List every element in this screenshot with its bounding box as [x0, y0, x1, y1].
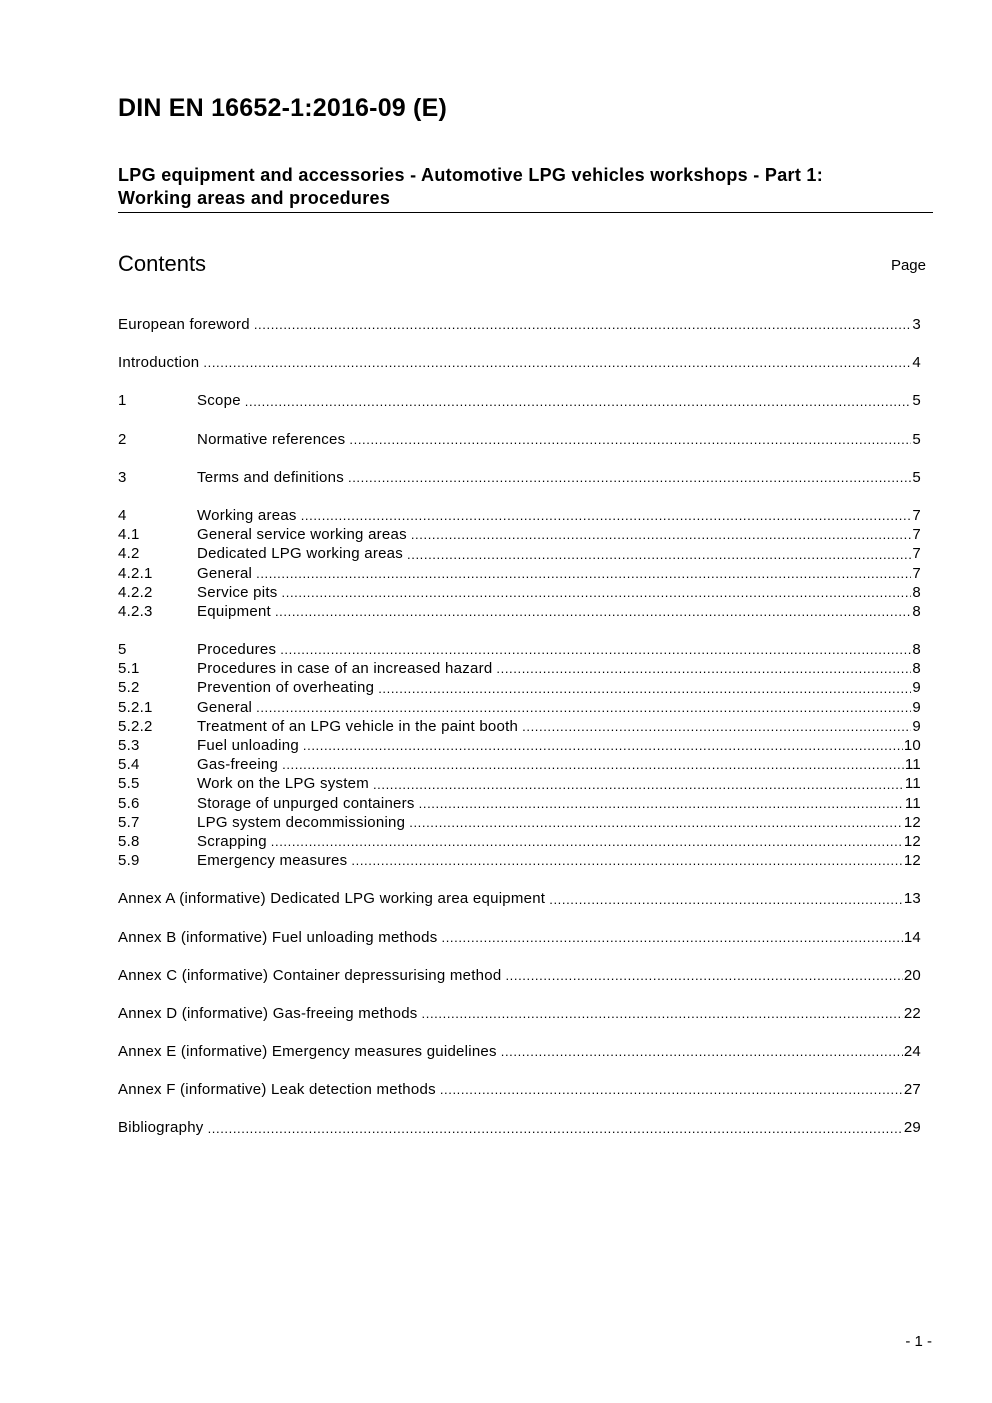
toc-entry[interactable] [118, 717, 921, 736]
toc-dot-leader [409, 813, 903, 832]
toc-entry-number: 5.2 [118, 679, 140, 697]
toc-entry-number: 5.4 [118, 756, 140, 774]
toc-entry-number: 5.3 [118, 737, 140, 754]
page-number: - 1 - [905, 1333, 932, 1350]
toc-entry-page: 5 [912, 468, 921, 486]
toc-entry-page: 11 [904, 794, 921, 812]
document-id: DIN EN 16652-1:2016-09 (E) [118, 94, 447, 122]
toc-entry-number: 4 [118, 506, 127, 524]
toc-entry-title: Dedicated LPG working areas [197, 545, 404, 563]
toc-entry-page: 24 [903, 1043, 921, 1061]
toc-entry-title: Introduction [118, 354, 200, 372]
toc-entry-number: 4.2.2 [118, 583, 153, 601]
toc-entry[interactable] [118, 583, 921, 602]
toc-entry-title: LPG system decommissioning [197, 813, 406, 831]
toc-entry-title: Bibliography [118, 1119, 204, 1137]
toc-entry[interactable] [118, 1042, 921, 1061]
toc-dot-leader [256, 564, 911, 583]
toc-entry[interactable] [118, 430, 921, 449]
toc-entry-number: 5.1 [118, 660, 140, 678]
toc-entry-page: 5 [912, 430, 921, 448]
toc-entry[interactable] [118, 1080, 921, 1099]
toc-entry[interactable] [118, 315, 921, 334]
toc-entry-page: 12 [903, 852, 921, 870]
toc-entry[interactable] [118, 851, 921, 870]
toc-entry-page: 4 [912, 354, 921, 372]
toc-entry-title: General [197, 564, 253, 582]
toc-entry-number: 3 [118, 468, 127, 486]
toc-entry[interactable] [118, 640, 921, 659]
toc-entry-page: 13 [903, 890, 921, 908]
toc-entry-page: 22 [903, 1004, 921, 1022]
toc-dot-leader [254, 315, 912, 334]
toc-entry-number: 5.8 [118, 832, 140, 850]
toc-entry[interactable] [118, 813, 921, 832]
toc-entry-title: Annex B (informative) Fuel unloading methods [118, 928, 438, 946]
toc-entry-title: Annex E (informative) Emergency measures guidelines [118, 1043, 497, 1061]
toc-entry-title: Gas-freeing [197, 756, 279, 774]
document-title-line-1: LPG equipment and accessories - Automotive LPG vehicles workshops - Part 1: [118, 165, 824, 185]
toc-dot-leader [422, 1004, 903, 1023]
toc-entry-title: Annex C (informative) Container depressurising method [118, 966, 502, 984]
toc-entry-title: Fuel unloading [197, 737, 299, 754]
toc-dot-leader [280, 640, 911, 659]
toc-dot-leader [303, 736, 903, 755]
toc-entry[interactable] [118, 353, 921, 372]
toc-entry-page: 5 [912, 392, 921, 410]
toc-dot-leader [351, 851, 902, 870]
toc-entry-page: 7 [912, 526, 921, 544]
toc-entry[interactable] [118, 966, 921, 985]
toc-dot-leader [301, 506, 912, 525]
toc-entry-title: Annex F (informative) Leak detection methods [118, 1081, 436, 1099]
toc-entry-number: 4.1 [118, 526, 140, 544]
toc-dot-leader [348, 468, 911, 487]
toc-dot-leader [496, 659, 911, 678]
toc-entry-page: 8 [912, 583, 921, 601]
toc-entry-title: European foreword [118, 316, 250, 333]
toc-entry-page: 11 [904, 775, 921, 793]
document-title-line-2: Working areas and procedures [118, 188, 391, 208]
toc-entry-title: Annex D (informative) Gas-freeing methods [118, 1004, 418, 1022]
toc-entry[interactable] [118, 755, 921, 774]
toc-entry-page: 8 [912, 602, 921, 620]
toc-entry[interactable] [118, 832, 921, 851]
toc-entry-title: Equipment [197, 602, 271, 620]
toc-entry-number: 5 [118, 641, 127, 659]
toc-entry[interactable] [118, 564, 921, 583]
toc-entry[interactable] [118, 678, 921, 697]
toc-entry-page: 11 [904, 756, 921, 774]
toc-entry-number: 5.2.2 [118, 717, 153, 735]
page-column-label: Page [890, 257, 926, 274]
toc-dot-leader [505, 966, 902, 985]
toc-entry[interactable] [118, 525, 921, 544]
toc-entry[interactable] [118, 659, 921, 678]
toc-entry[interactable] [118, 1118, 921, 1137]
toc-entry-title: Procedures [197, 641, 277, 659]
toc-dot-leader [407, 544, 911, 563]
toc-entry-title: Terms and definitions [197, 468, 344, 486]
toc-dot-leader [442, 928, 903, 947]
toc-entry-title: Service pits [197, 583, 278, 601]
toc-entry[interactable] [118, 1004, 921, 1023]
toc-entry-page: 8 [912, 641, 921, 659]
toc-entry-page: 9 [912, 698, 921, 716]
toc-entry-page: 20 [903, 966, 921, 984]
toc-entry[interactable] [118, 889, 921, 908]
toc-entry-title: Work on the LPG system [197, 775, 369, 793]
toc-entry-title: Normative references [197, 430, 346, 448]
toc-dot-leader [271, 832, 903, 851]
toc-entry-title: Emergency measures [197, 852, 348, 870]
toc-entry-page: 7 [912, 564, 921, 582]
toc-entry[interactable] [118, 736, 921, 755]
toc-entry-number: 5.7 [118, 813, 140, 831]
toc-dot-leader [203, 353, 911, 372]
toc-entry[interactable] [118, 928, 921, 947]
toc-dot-leader [282, 583, 912, 602]
toc-entry-page: 12 [903, 813, 921, 831]
toc-entry-page: 9 [912, 679, 921, 697]
toc-entry[interactable] [118, 602, 921, 621]
toc-dot-leader [419, 794, 904, 813]
toc-entry[interactable] [118, 391, 921, 410]
toc-entry-number: 5.9 [118, 852, 140, 870]
toc-entry[interactable] [118, 774, 921, 793]
toc-entry-page: 3 [912, 316, 921, 333]
toc-dot-leader [411, 525, 912, 544]
toc-entry-title: General [197, 698, 253, 716]
toc-entry-page: 9 [912, 717, 921, 735]
toc-entry-title: Storage of unpurged containers [197, 794, 415, 812]
toc-entry-number: 5.6 [118, 794, 140, 812]
toc-entry-title: General service working areas [197, 526, 407, 544]
toc-entry[interactable] [118, 544, 921, 563]
toc-entry-title: Procedures in case of an increased hazard [197, 660, 493, 678]
toc-entry-number: 5.5 [118, 775, 140, 793]
toc-entry-title: Prevention of overheating [197, 679, 375, 697]
toc-dot-leader [208, 1118, 903, 1137]
toc-dot-leader [349, 430, 911, 449]
toc-entry-page: 7 [912, 545, 921, 563]
toc-entry-number: 4.2.3 [118, 602, 153, 620]
toc-entry[interactable] [118, 506, 921, 525]
toc-dot-leader [522, 717, 911, 736]
toc-dot-leader [373, 774, 904, 793]
toc-entry-number: 2 [118, 430, 127, 448]
table-of-contents [118, 315, 921, 1138]
toc-dot-leader [378, 678, 911, 697]
toc-entry-page: 29 [903, 1119, 921, 1137]
toc-entry[interactable] [118, 794, 921, 813]
toc-entry-number: 4.2 [118, 545, 140, 563]
toc-entry-title: Treatment of an LPG vehicle in the paint booth [197, 717, 519, 735]
toc-entry[interactable] [118, 468, 921, 487]
toc-entry-title: Annex A (informative) Dedicated LPG working area equipment [118, 890, 546, 908]
toc-dot-leader [275, 602, 911, 621]
toc-entry-page: 12 [903, 832, 921, 850]
toc-entry-title: Working areas [197, 506, 297, 524]
toc-dot-leader [256, 698, 911, 717]
contents-heading: Contents [118, 251, 207, 276]
toc-entry-title: Scrapping [197, 832, 267, 850]
toc-dot-leader [501, 1042, 903, 1061]
toc-dot-leader [282, 755, 904, 774]
toc-dot-leader [245, 391, 912, 410]
toc-entry[interactable] [118, 698, 921, 717]
toc-entry-page: 8 [912, 660, 921, 678]
toc-entry-number: 4.2.1 [118, 564, 153, 582]
toc-entry-page: 14 [903, 928, 921, 946]
document-title [118, 164, 933, 213]
toc-dot-leader [440, 1080, 903, 1099]
toc-entry-page: 10 [903, 737, 921, 754]
toc-entry-title: Scope [197, 392, 241, 410]
toc-dot-leader [549, 889, 903, 908]
toc-entry-page: 27 [903, 1081, 921, 1099]
toc-entry-number: 5.2.1 [118, 698, 153, 716]
toc-entry-number: 1 [118, 392, 127, 410]
toc-entry-page: 7 [912, 506, 921, 524]
